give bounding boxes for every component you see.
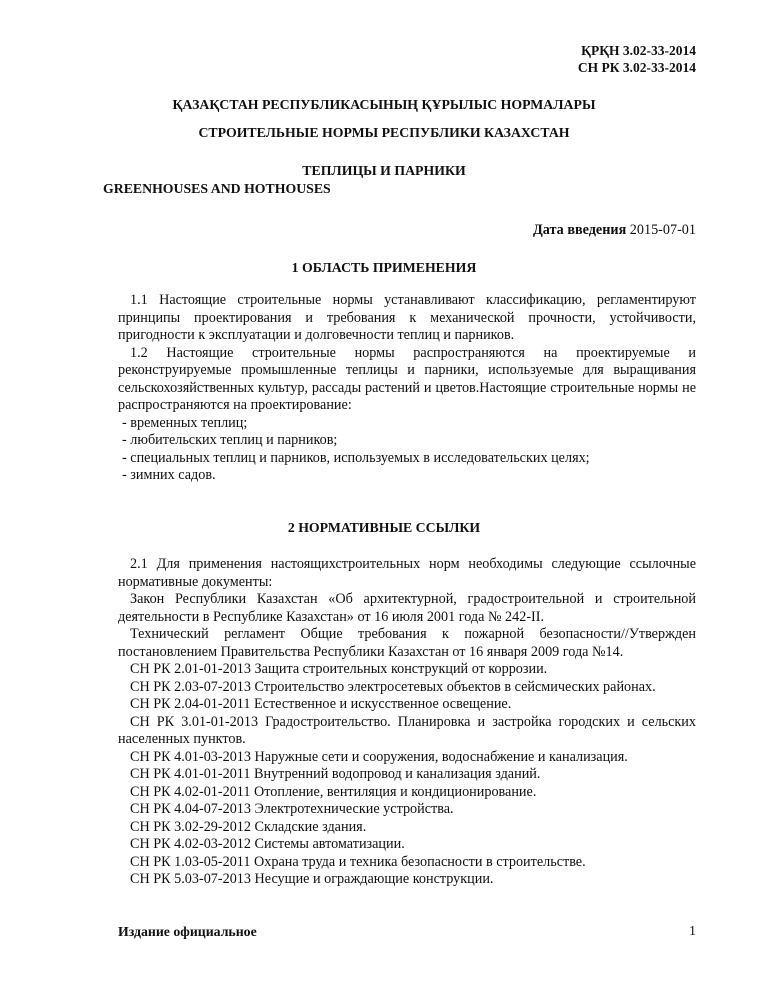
list-item: - временных теплиц; — [122, 414, 248, 431]
reference-item: СН РК 3.01-01-2013 Градостроительство. Планировка и застройка городских и сельских населенных пунктов. — [118, 713, 696, 747]
reference-item: СН РК 2.03-07-2013 Строительство электросетевых объектов в сейсмических районах. — [130, 678, 656, 695]
reference-item: СН РК 4.01-01-2011 Внутренний водопровод и канализация зданий. — [130, 766, 541, 782]
introduction-date — [533, 222, 696, 239]
reference-item: СН РК 4.02-01-2011 Отопление, вентиляция и кондиционирование. — [130, 783, 537, 800]
code-ru: СН РК 3.02-33-2014 — [577, 60, 696, 75]
document-codes — [578, 42, 696, 76]
section-1-heading: 1 ОБЛАСТЬ ПРИМЕНЕНИЯ — [291, 260, 477, 275]
page-number: 1 — [689, 924, 696, 939]
date-label: Дата введения — [533, 222, 627, 238]
reference-item: СН РК 4.02-03-2012 Системы автоматизации. — [130, 836, 405, 852]
reference-item: СН РК 2.01-01-2013 Защита строительных конструкций от коррозии. — [130, 661, 548, 677]
section-2-heading: 2 НОРМАТИВНЫЕ ССЫЛКИ — [287, 520, 481, 535]
reference-item: Технический регламент Общие требования к пожарной безопасности//Утвержден постановлением Правительства Республики Казахстан от 16 января 2009 года №14. — [118, 626, 696, 660]
date-value: 2015-07-01 — [629, 222, 696, 238]
section-1-body — [118, 292, 696, 485]
reference-item: Закон Республики Казахстан «Об архитектурной, градостроительной и строительной деятельности в Республике Казахстан» от 16 июля 2001 года № 242-II. — [118, 591, 696, 625]
paragraph-1-1: 1.1 Настоящие строительные нормы устанавливают классификацию, регламентируют принципы проектирования и требования к механической прочности, устойчивости, пригодности к эксплуатации и долговечности теплиц и парников. — [118, 292, 696, 343]
list-item: - любительских теплиц и парников; — [122, 432, 338, 448]
document-title-en: GREENHOUSES AND HOTHOUSES — [103, 181, 331, 196]
reference-item: СН РК 3.02-29-2012 Складские здания. — [130, 818, 367, 835]
reference-item: СН РК 1.03-05-2011 Охрана труда и техника безопасности в строительстве. — [130, 853, 586, 870]
document-title-ru: ТЕПЛИЦЫ И ПАРНИКИ — [302, 163, 466, 178]
paragraph-1-2: 1.2 Настоящие строительные нормы распространяются на проектируемые и реконструируемые промышленные теплицы и парники, используемые для выращивания сельскохозяйственных культур, рассады растений и цветов.Настоящие строительные нормы не распространяются на проектирование: — [118, 344, 696, 413]
list-item: - зимних садов. — [122, 467, 216, 483]
paragraph-2-1: 2.1 Для применения настоящихстроительных норм необходимы следующие ссылочные нормативные документы: — [118, 556, 696, 590]
reference-item: СН РК 4.01-03-2013 Наружные сети и сооружения, водоснабжение и канализация. — [130, 748, 628, 765]
title-ru: СТРОИТЕЛЬНЫЕ НОРМЫ РЕСПУБЛИКИ КАЗАХСТАН — [198, 125, 570, 140]
title-kz: ҚАЗАҚСТАН РЕСПУБЛИКАСЫНЫҢ ҚҰРЫЛЫС НОРМАЛАРЫ — [172, 97, 596, 112]
reference-item: СН РК 2.04-01-2011 Естественное и искусственное освещение. — [130, 696, 512, 712]
reference-item: СН РК 5.03-07-2013 Несущие и ограждающие конструкции. — [130, 871, 494, 887]
reference-item: СН РК 4.04-07-2013 Электротехнические устройства. — [130, 801, 454, 817]
edition-label: Издание официальное — [118, 924, 257, 939]
code-kz: ҚРҚН 3.02-33-2014 — [581, 43, 696, 58]
list-item: - специальных теплиц и парников, используемых в исследовательских целях; — [122, 449, 590, 466]
section-2-body — [118, 556, 696, 889]
